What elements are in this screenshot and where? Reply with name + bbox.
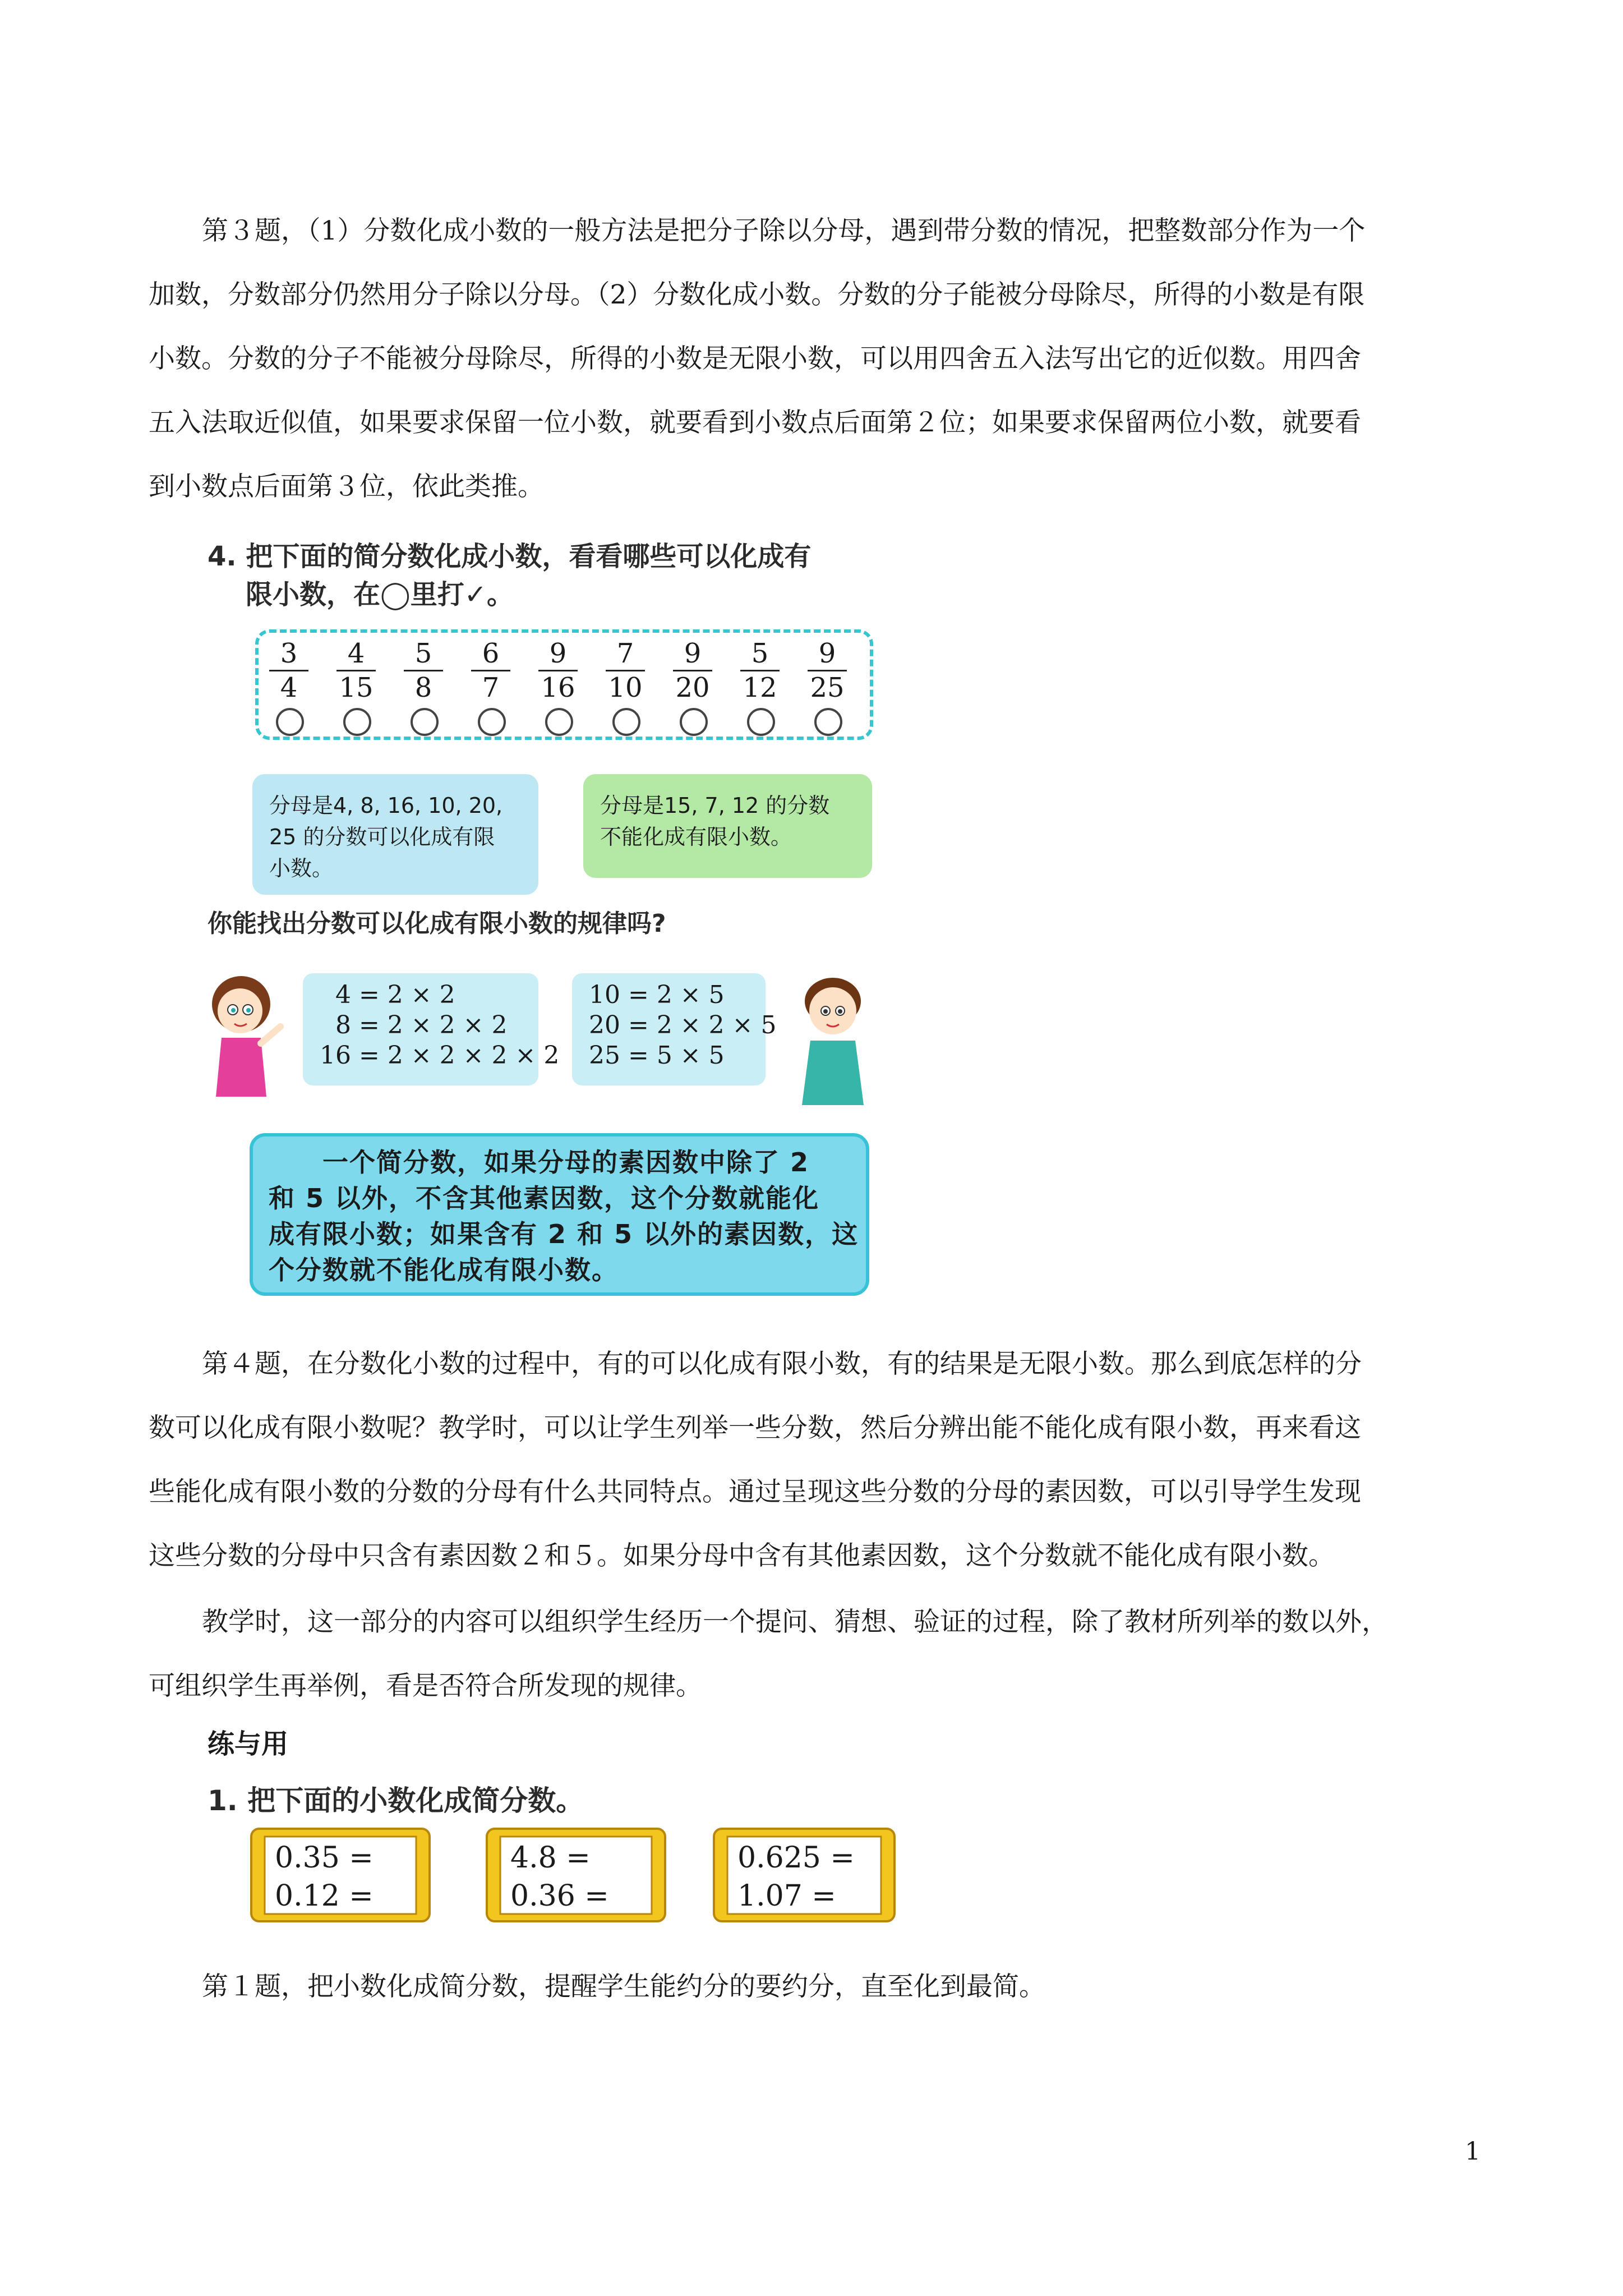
equation: 16 = 2 × 2 × 2 × 2 [320, 1041, 560, 1070]
figure-question-title-cont: 限小数，在◯里打✓。 [246, 579, 514, 610]
denominator: 25 [810, 672, 845, 703]
bubble-line: 小数。 [269, 856, 334, 881]
answer-circle [612, 708, 640, 736]
section-heading: 练与用 [208, 1728, 289, 1760]
text-line: 到小数点后面第３位，依此类推。 [149, 471, 544, 502]
bubble-line: 分母是15, 7, 12 的分数 [600, 793, 830, 818]
rule-line: 成有限小数；如果含有 2 和 5 以外的素因数，这 [269, 1219, 859, 1249]
fraction [264, 638, 314, 703]
bubble-infinite [583, 774, 872, 878]
answer-circle [478, 708, 506, 736]
denominator: 16 [541, 672, 575, 703]
figure-question-title: 1. 把下面的小数化成简分数。 [208, 1784, 584, 1817]
numerator: 3 [280, 638, 298, 669]
fraction [600, 638, 651, 703]
pattern-question: 你能找出分数可以化成有限小数的规律吗? [208, 909, 666, 938]
textbook-figure-q4 [208, 539, 886, 1307]
numerator: 9 [818, 638, 836, 669]
rule-line: 一个简分数，如果分母的素因数中除了 2 [269, 1147, 810, 1177]
numerator: 6 [482, 638, 500, 669]
equation: 8 = 2 × 2 × 2 [320, 1011, 508, 1039]
numerator: 5 [414, 638, 432, 669]
scroll-text [510, 1839, 609, 1915]
figure-question-title: 4. 把下面的简分数化成小数，看看哪些可以化成有 [208, 541, 811, 572]
answer-circle [680, 708, 708, 736]
equation: 10 = 2 × 5 [589, 981, 725, 1009]
answer-circle [276, 708, 304, 736]
paragraph-teaching [149, 1590, 1483, 1718]
numerator: 9 [549, 638, 567, 669]
factor-box-left [303, 973, 560, 1085]
text-line: 教学时，这一部分的内容可以组织学生经历一个提问、猜想、验证的过程，除了教材所列举的数以外， [202, 1607, 1388, 1637]
numerator: 4 [347, 638, 365, 669]
factor-box-right [572, 973, 777, 1085]
decimal-item: 0.36 = [510, 1879, 609, 1913]
girl-illustration [202, 970, 297, 1105]
rule-line: 个分数就不能化成有限小数。 [269, 1255, 619, 1285]
text-line: 第１题，把小数化成简分数，提醒学生能约分的要约分，直至化到最简。 [202, 1971, 1045, 2002]
rule-box [250, 1133, 869, 1296]
boy-illustration [785, 970, 886, 1111]
text-line: 些能化成有限小数的分数的分母有什么共同特点。通过呈现这些分数的分母的素因数，可以引导学生发现 [149, 1476, 1361, 1507]
numerator: 9 [684, 638, 702, 669]
bubble-line: 分母是4, 8, 16, 10, 20, [269, 793, 503, 818]
fraction [398, 638, 449, 703]
denominator: 7 [482, 672, 500, 703]
denominator: 15 [339, 672, 374, 703]
equation: 20 = 2 × 2 × 5 [589, 1011, 777, 1039]
numerator: 7 [616, 638, 634, 669]
text-line: 第４题，在分数化小数的过程中，有的可以化成有限小数，有的结果是无限小数。那么到底怎样的分 [202, 1349, 1362, 1379]
text-line: 可组织学生再举例，看是否符合所发现的规律。 [149, 1671, 702, 1701]
fraction [735, 638, 785, 703]
text-line: 加数，分数部分仍然用分子除以分母。（2）分数化成小数。分数的分子能被分母除尽，所得的小数是有限 [149, 279, 1365, 310]
equation: 25 = 5 × 5 [589, 1041, 725, 1070]
decimal-item: 0.12 = [275, 1879, 374, 1913]
answer-circle [343, 708, 371, 736]
text-line: 五入法取近似值，如果要求保留一位小数，就要看到小数点后面第２位；如果要求保留两位小数，就要看 [149, 407, 1361, 438]
scroll-text [737, 1839, 855, 1915]
scroll-card [247, 1823, 435, 1927]
denominator: 4 [280, 672, 298, 703]
equation: 4 = 2 × 2 [320, 981, 455, 1009]
fraction [465, 638, 516, 703]
bubble-line: 25 的分数可以化成有限 [269, 825, 495, 849]
scroll-card [482, 1823, 670, 1927]
rule-line: 和 5 以外，不含其他素因数，这个分数就能化 [269, 1183, 820, 1213]
decimal-item: 1.07 = [737, 1879, 836, 1913]
paragraph-q4 [149, 1332, 1483, 1588]
fraction [533, 638, 583, 703]
text-line: 这些分数的分母中只含有素因数２和５。如果分母中含有其他素因数，这个分数就不能化成有限小数。 [149, 1540, 1335, 1571]
text-line: 数可以化成有限小数呢？教学时，可以让学生列举一些分数，然后分辨出能不能化成有限小数，再来看这 [149, 1412, 1361, 1443]
numerator: 5 [751, 638, 769, 669]
answer-circle [814, 708, 842, 736]
decimal-item: 4.8 = [510, 1841, 591, 1875]
scroll-text [275, 1839, 374, 1915]
text-line: 小数。分数的分子不能被分母除尽，所得的小数是无限小数，可以用四舍五入法写出它的近似数。用四舍 [149, 343, 1361, 374]
text-line: 第３题，（1）分数化成小数的一般方法是把分子除以分母，遇到带分数的情况，把整数部分作为一个 [202, 215, 1366, 246]
denominator: 8 [414, 672, 432, 703]
paragraph-q3 [149, 199, 1483, 519]
answer-circle [545, 708, 573, 736]
answer-circle [411, 708, 439, 736]
paragraph-exercise-1 [149, 1955, 1483, 2019]
decimal-item: 0.35 = [275, 1841, 374, 1875]
scroll-card [709, 1823, 900, 1927]
denominator: 20 [675, 672, 710, 703]
bubble-finite [252, 774, 538, 895]
page-number: 1 [1465, 2137, 1481, 2166]
fraction [331, 638, 381, 703]
denominator: 10 [608, 672, 643, 703]
fraction [802, 638, 852, 703]
answer-circle [747, 708, 775, 736]
decimal-item: 0.625 = [737, 1841, 855, 1875]
fraction [667, 638, 718, 703]
bubble-line: 不能化成有限小数。 [600, 825, 792, 849]
denominator: 12 [743, 672, 777, 703]
